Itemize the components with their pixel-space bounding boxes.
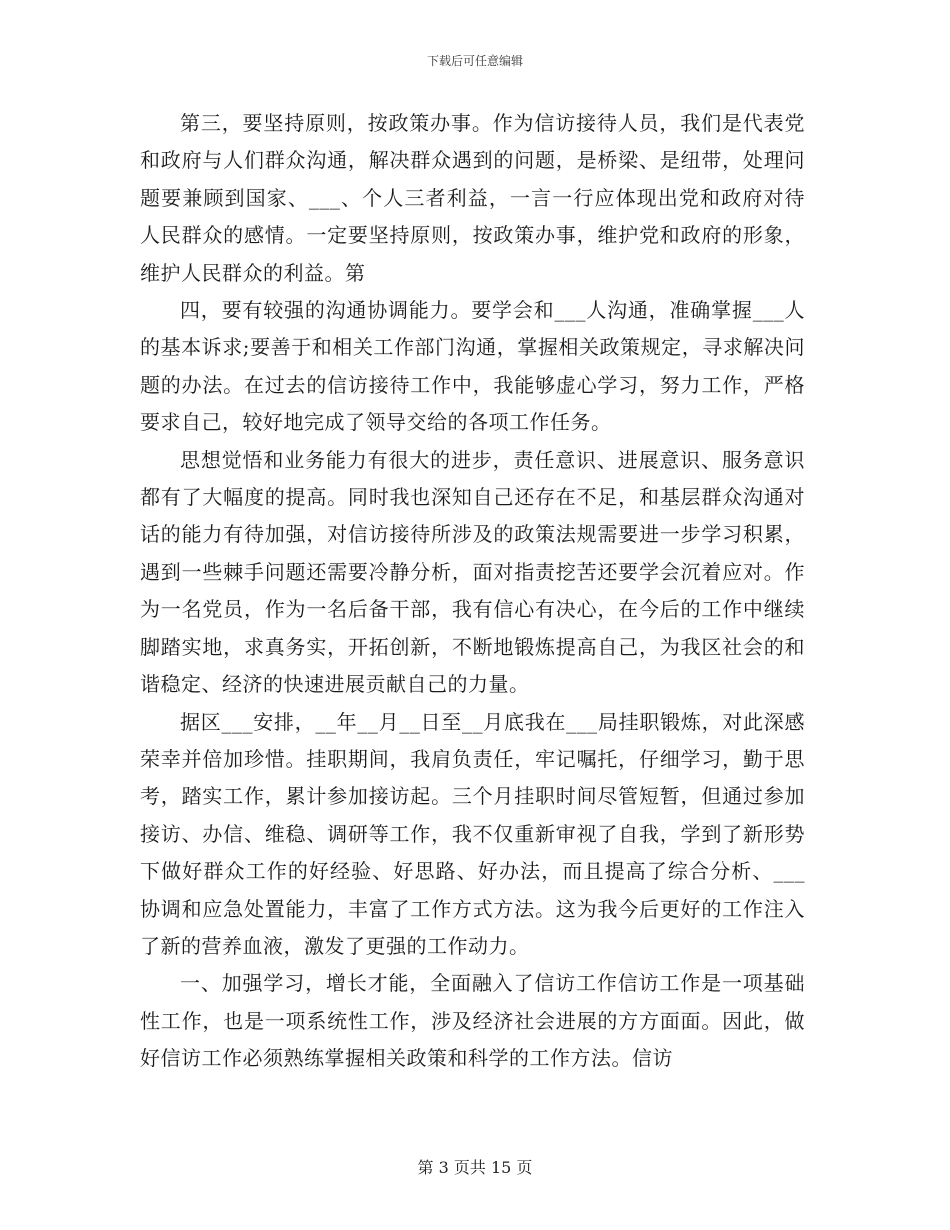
paragraph-4: 据区___安排，__年__月__日至__月底我在___局挂职锻炼，对此深感荣幸并倍加珍惜。挂职期间，我肩负责任，牢记嘱托，仔细学习，勤于思考，踏实工作，累计参加接访起。三个月挂职时间尽管短暂，但通过参加接访、办信、维稳、调研等工作，我不仅重新审视了自我，学到了新形势下做好群众工作的好经验、好思路、好办法，而且提高了综合分析、___协调和应急处置能力，丰富了工作方式方法。这为我今后更好的工作注入了新的营养血液，激发了更强的工作动力。 xyxy=(140,709,805,958)
page-number: 第 3 页共 15 页 xyxy=(417,1158,533,1177)
paragraph-1: 第三，要坚持原则，按政策办事。作为信访接待人员，我们是代表党和政府与人们群众沟通，解决群众遇到的问题，是桥梁、是纽带，处理问题要兼顾到国家、___、个人三者利益，一言一行应体现出党和政府对待人民群众的感情。一定要坚持原则，按政策办事，维护党和政府的形象，维护人民群众的利益。第 xyxy=(140,111,805,285)
page-header: 下载后可任意编辑 xyxy=(426,54,523,68)
paragraph-2: 四，要有较强的沟通协调能力。要学会和___人沟通，准确掌握___人的基本诉求;要善于和相关工作部门沟通，掌握相关政策规定，寻求解决问题的办法。在过去的信访接待工作中，我能够虚心学习，努力工作，严格要求自己，较好地完成了领导交给的各项工作任务。 xyxy=(140,298,805,435)
document-body xyxy=(140,105,805,1078)
paragraph-3: 思想觉悟和业务能力有很大的进步，责任意识、进展意识、服务意识都有了大幅度的提高。同时我也深知自己还存在不足，和基层群众沟通对话的能力有待加强，对信访接待所涉及的政策法规需要进一步学习积累，遇到一些棘手问题还需要冷静分析，面对指责挖苦还要学会沉着应对。作为一名党员，作为一名后备干部，我有信心有决心，在今后的工作中继续脚踏实地，求真务实，开拓创新，不断地锻炼提高自己，为我区社会的和谐稳定、经济的快速进展贡献自己的力量。 xyxy=(140,447,805,697)
paragraph-5: 一、加强学习，增长才能，全面融入了信访工作信访工作是一项基础性工作，也是一项系统性工作，涉及经济社会进展的方方面面。因此，做好信访工作必须熟练掌握相关政策和科学的工作方法。信访 xyxy=(140,971,805,1071)
